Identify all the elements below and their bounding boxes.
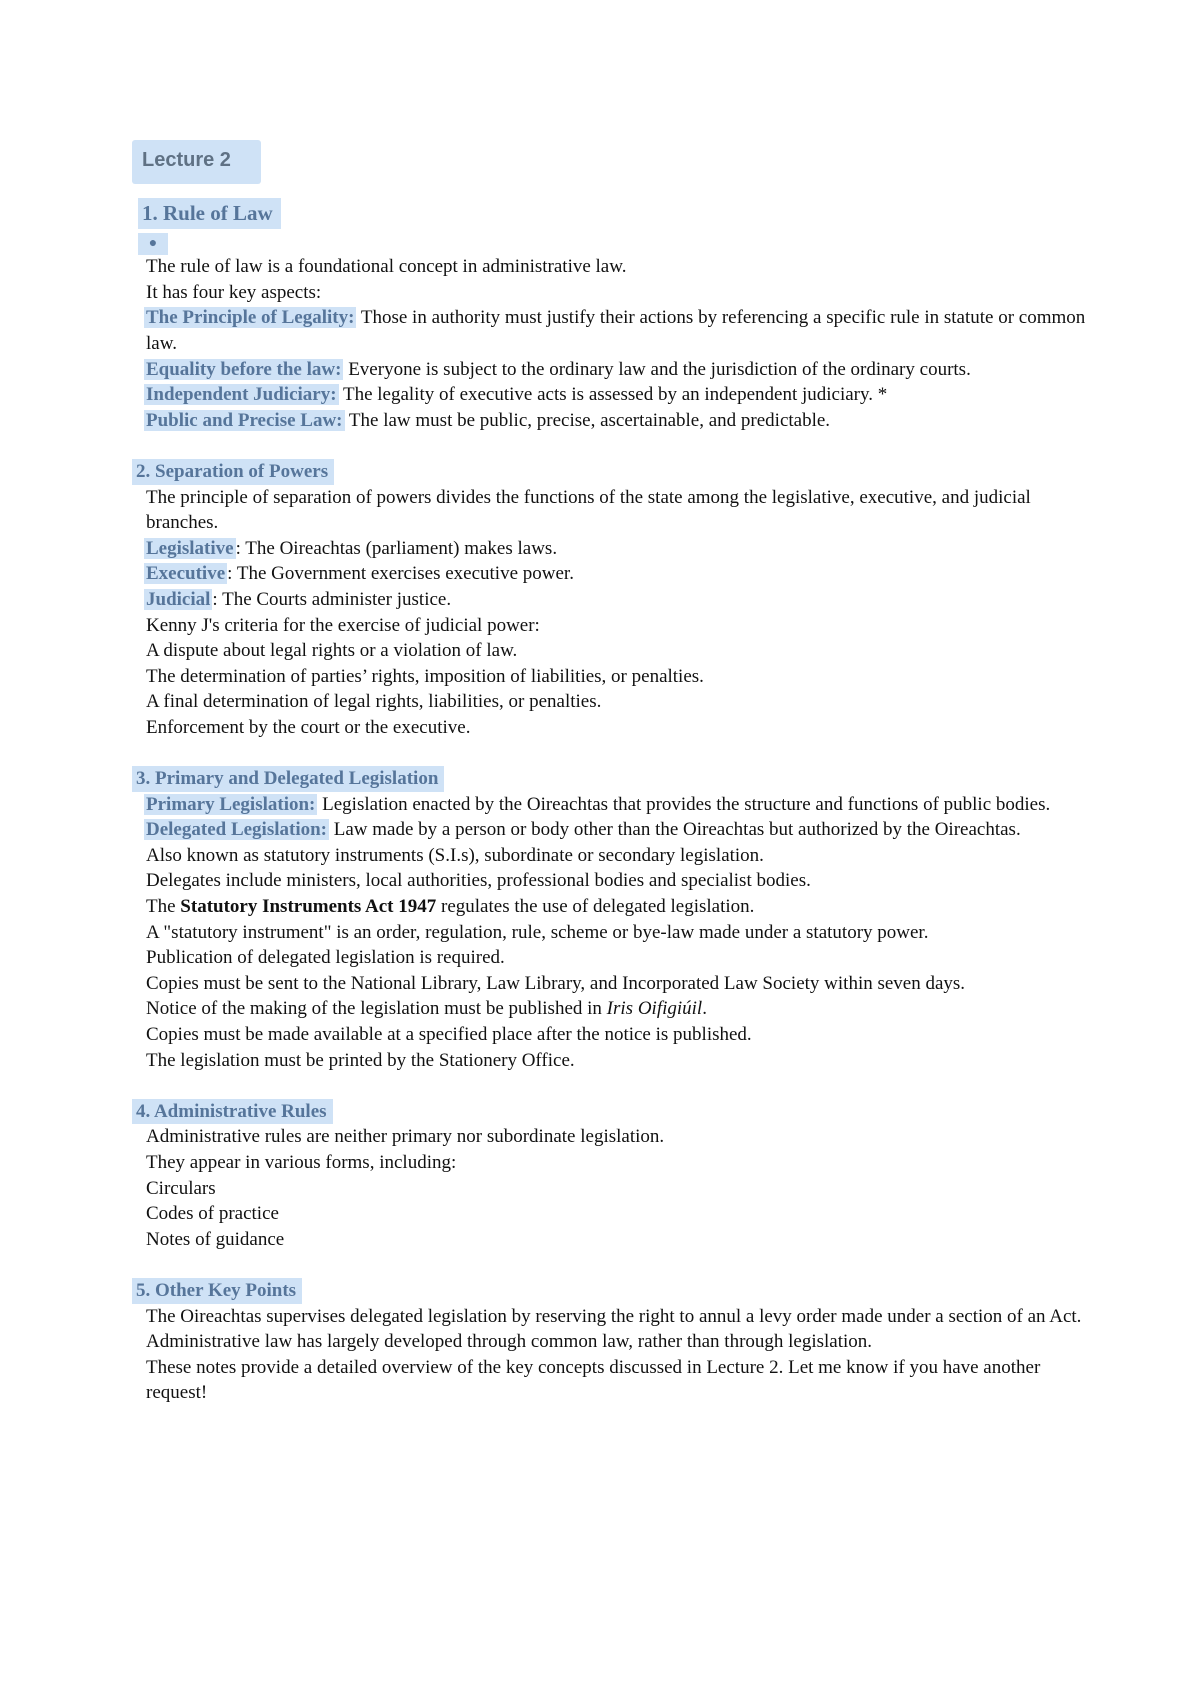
aspect-term: The Principle of Legality:: [146, 307, 355, 329]
aspect-term: Equality before the law:: [146, 358, 342, 380]
section-separation-of-powers: [136, 459, 1086, 741]
act-line: [146, 894, 1086, 920]
branch-term: Executive: [146, 563, 226, 585]
legislation-term: Primary Legislation:: [146, 793, 316, 815]
aspect-desc: The law must be public, precise, ascertainable, and predictable.: [344, 409, 831, 431]
act-name: Statutory Instruments Act 1947: [180, 896, 437, 918]
section-other-key-points: [136, 1278, 1086, 1406]
notice-line: [146, 996, 1086, 1022]
list-item: Notes of guidance: [146, 1228, 285, 1250]
paragraph-line: The Oireachtas supervises delegated legislation by reserving the right to annul a levy order made under a section of an Act.: [146, 1305, 1082, 1327]
criteria-line: The determination of parties’ rights, imposition of liabilities, or penalties.: [146, 665, 704, 687]
paragraph-line: Publication of delegated legislation is required.: [146, 947, 505, 969]
legislation-term: Delegated Legislation:: [146, 819, 328, 841]
paragraph-line: Administrative rules are neither primary nor subordinate legislation.: [146, 1126, 665, 1148]
act-pre: The: [146, 896, 181, 918]
branch-item: [146, 561, 1086, 587]
aspect-desc: Those in authority must justify their actions by referencing a specific rule in statute or common law.: [146, 307, 1086, 354]
aspect-item: [146, 357, 1086, 383]
paragraph-line: Copies must be made available at a specified place after the notice is published.: [146, 1024, 752, 1045]
gazette-name: Iris Oifigiúil: [606, 998, 703, 1020]
branch-term: Legislative: [146, 537, 234, 559]
list-item: Circulars: [146, 1177, 216, 1199]
section-heading: 1. Rule of Law: [138, 198, 281, 230]
section-rule-of-law: [142, 184, 1086, 434]
branch-desc: : The Oireachtas (parliament) makes laws.: [235, 537, 558, 559]
aspect-item: [146, 408, 1086, 434]
paragraph-line: Also known as statutory instruments (S.I.s), subordinate or secondary legislation.: [146, 844, 764, 866]
act-post: regulates the use of delegated legislation.: [436, 896, 755, 918]
section-heading: 5. Other Key Points: [132, 1278, 302, 1304]
legislation-type: [146, 817, 1086, 843]
branch-term: Judicial: [146, 588, 211, 610]
legislation-desc: Legislation enacted by the Oireachtas that provides the structure and functions of public bodies.: [317, 793, 1051, 815]
paragraph-line: The legislation must be printed by the Stationery Office.: [146, 1049, 575, 1071]
aspect-item: [146, 382, 1086, 408]
aspect-term: Public and Precise Law:: [146, 409, 343, 431]
section-heading: 2. Separation of Powers: [132, 459, 334, 485]
paragraph-line: Delegates include ministers, local authorities, professional bodies and specialist bodies.: [146, 870, 811, 892]
paragraph-line: They appear in various forms, including:: [146, 1151, 457, 1173]
aspect-item: [146, 305, 1086, 356]
paragraph-line: Administrative law has largely developed through common law, rather than through legislation.: [146, 1331, 873, 1353]
section-administrative-rules: [136, 1099, 1086, 1253]
aspect-term: Independent Judiciary:: [146, 384, 337, 406]
paragraph-line: The rule of law is a foundational concept in administrative law.: [146, 256, 627, 278]
criteria-line: Kenny J's criteria for the exercise of judicial power:: [146, 614, 540, 636]
criteria-line: Enforcement by the court or the executive.: [146, 716, 471, 738]
section-legislation: [136, 766, 1086, 1073]
branch-item: [146, 587, 1086, 613]
paragraph-line: A "statutory instrument" is an order, regulation, rule, scheme or bye-law made under a statutory power.: [146, 921, 929, 943]
aspect-desc: Everyone is subject to the ordinary law and the jurisdiction of the ordinary courts.: [343, 358, 971, 380]
lecture-title: Lecture 2: [132, 140, 261, 184]
paragraph-line: Copies must be sent to the National Library, Law Library, and Incorporated Law Society within seven days.: [146, 972, 966, 994]
legislation-type: [146, 792, 1086, 818]
list-item: Codes of practice: [146, 1203, 279, 1225]
branch-item: [146, 536, 1086, 562]
criteria-line: A dispute about legal rights or a violation of law.: [146, 640, 518, 662]
branch-desc: : The Courts administer justice.: [212, 588, 452, 610]
criteria-line: A final determination of legal rights, liabilities, or penalties.: [146, 691, 602, 713]
paragraph-line: The principle of separation of powers divides the functions of the state among the legislative, executive, and judicial branches.: [146, 486, 1031, 534]
paragraph-line: It has four key aspects:: [146, 281, 322, 303]
section-heading: 3. Primary and Delegated Legislation: [132, 766, 444, 792]
aspect-desc: The legality of executive acts is assessed by an independent judiciary. *: [338, 384, 888, 406]
document-body: [136, 140, 1086, 1406]
paragraph-line: These notes provide a detailed overview of the key concepts discussed in Lecture 2. Let me know if you have another request!: [146, 1356, 1041, 1404]
notice-post: .: [702, 998, 707, 1020]
legislation-desc: Law made by a person or body other than the Oireachtas but authorized by the Oireachtas.: [329, 819, 1021, 841]
section-heading: 4. Administrative Rules: [132, 1099, 333, 1125]
notice-pre: Notice of the making of the legislation must be published in: [146, 998, 607, 1020]
bullet-icon: ●: [138, 233, 168, 255]
branch-desc: : The Government exercises executive power.: [227, 563, 574, 585]
